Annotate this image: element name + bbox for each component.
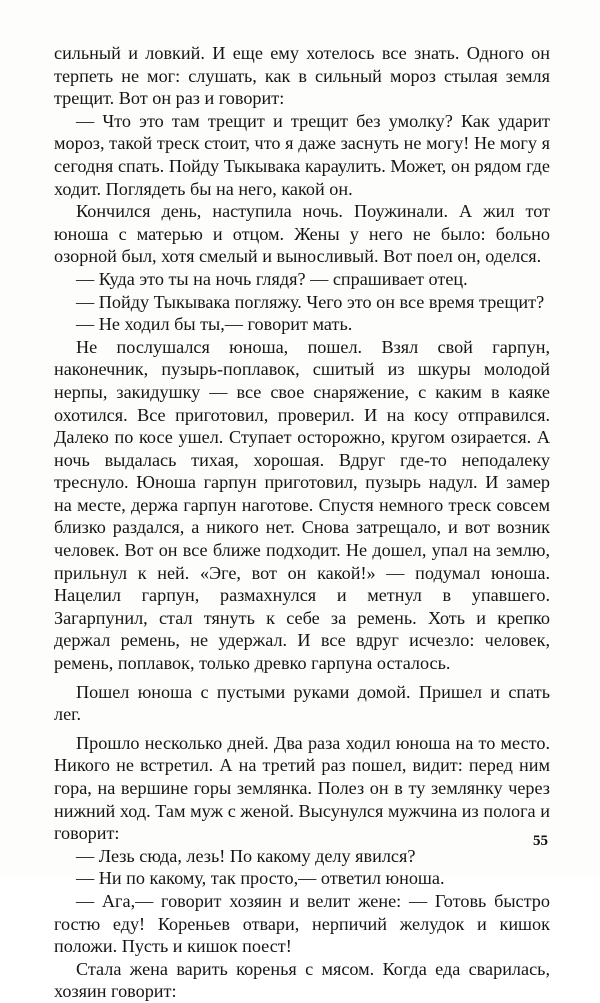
paragraph-10: — Лезь сюда, лезь! По какому делу явился?	[76, 845, 416, 866]
paragraph-13: Стала жена варить коренья с мясом. Когда еда сварилась, хозяин говорит:	[54, 958, 550, 1002]
paragraph-4: — Куда это ты на ночь глядя? — спрашивает отец.	[76, 268, 468, 289]
page-number: 55	[533, 833, 548, 849]
paragraph-8: Пошел юноша с пустыми руками домой. Пришел и спать лег.	[54, 681, 550, 725]
paragraph-9: Прошло несколько дней. Два раза ходил юноша на то место. Никого не встретил. А на третий раз пошел, видит: перед ним гора, на вершине горы землянка. Полез он в ту землянку через нижний ход. Там муж с женой. Высунулся мужчина из полога и говорит:	[54, 732, 550, 844]
paragraph-12: — Ага,— говорит хозяин и велит жене: — Готовь быстро гостю еду! Кореньев отвари, нерпичий желудок и кишок положи. Пусть и кишок поест!	[54, 890, 550, 957]
paragraph-5: — Пойду Тыкывака погляжу. Чего это он все время трещит?	[76, 291, 545, 312]
paragraph-7: Не послушался юноша, пошел. Взял свой гарпун, наконечник, пузырь-поплавок, сшитый из шкуры молодой нерпы, закидушку — все свое снаряжение, с каким в каяке охотился. Все приготовил, проверил. И на косу отправился. Далеко по косе ушел. Ступает осторожно, кругом озирается. А ночь выдалась тихая, хорошая. Вдруг где-то неподалеку треснуло. Юноша гарпун приготовил, пузырь надул. И замер на месте, держа гарпун наготове. Спустя немного треск совсем близко раздался, а никого нет. Снова затрещало, и вот возник человек. Вот он все ближе подходит. Не дошел, упал на землю, прильнул к ней. «Эге, вот он какой!» — подумал юноша. Нацелил гарпун, размахнулся и метнул в упавшего. Загарпунил, стал тянуть к себе за ремень. Хоть и крепко держал ремень, не удержал. И все вдруг исчезло: человек, ремень, поплавок, только древко гарпуна осталось.	[54, 336, 550, 674]
paragraph-6: — Не ходил бы ты,— говорит мать.	[76, 314, 353, 335]
paragraph-11: — Ни по какому, так просто,— ответил юноша.	[76, 868, 445, 889]
paragraph-3: Кончился день, наступила ночь. Поужинали. А жил тот юноша с матерью и отцом. Жены у него не было: больно озорной был, хотя смелый и выносливый. Вот поел он, оделся.	[54, 201, 550, 267]
paragraph-2: — Что это там трещит и трещит без умолку? Как ударит мороз, такой треск стоит, что я даже заснуть не могу! Не могу я сегодня спать. Пойду Тыкывака караулить. Может, он рядом где ходит. Поглядеть бы на него, какой он.	[54, 110, 550, 199]
story-text	[54, 42, 550, 1003]
paragraph-1: сильный и ловкий. И еще ему хотелось все знать. Одного он терпеть не мог: слушать, как в сильный мороз стылая земля трещит. Вот он раз и говорит:	[54, 43, 550, 109]
